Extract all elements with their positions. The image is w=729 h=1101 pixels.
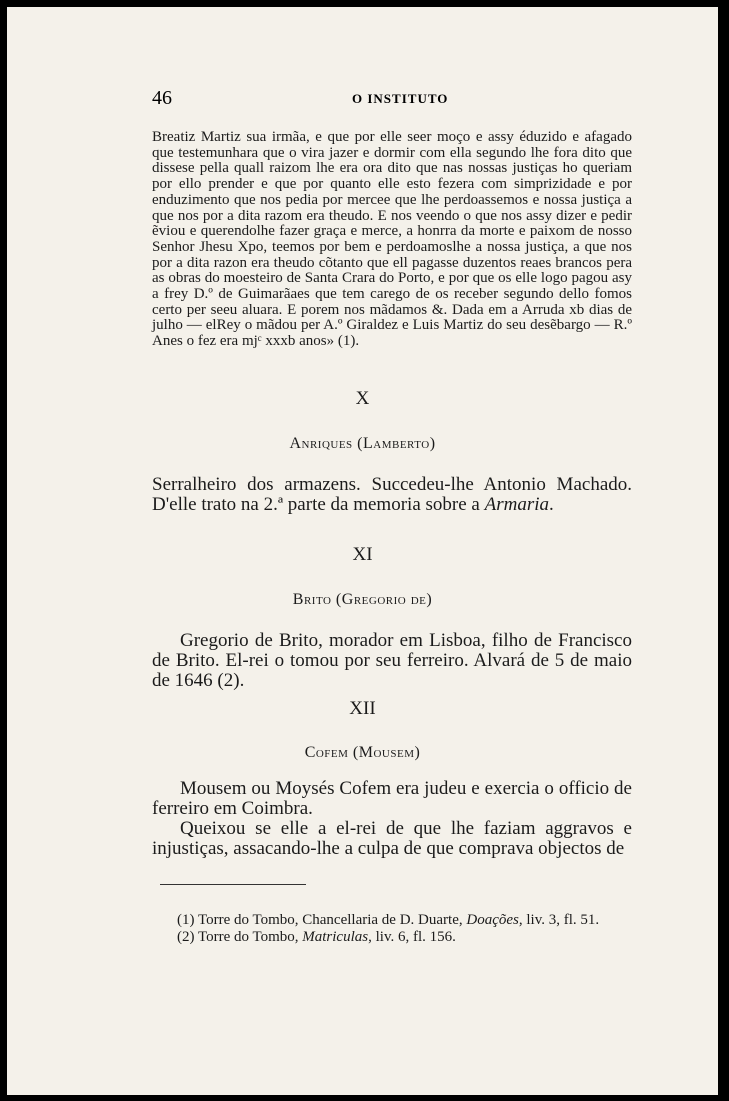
page-header [152, 87, 452, 111]
footnotes [177, 912, 637, 946]
section-numeral-xii: XII [349, 698, 376, 719]
quote-text: Breatiz Martiz sua irmãa, e que por elle seer moço e assy éduzido e afagado que testemunhara que o vira jazer e dormir com ella segundo lhe fora dito que dissese pella quall raizom lhe era ora dito que nas nossas justiças ho queriam por ello prender e que por quanto elle esto fezera com simprizidade e por enduzimento que nos pedia por mercee que lhe perdoassemos e nossa justiça a que nos por a dita razom era theudo. E nos veendo o que nos assy dizer e pedir ẽviou e querendolhe fazer graça e merce, a honrra da morte e paixom de nosso Senhor Jhesu Xpo, teemos por bem e perdoamoslhe a nossa justiça, a que nos por a dita razon era theudo cõtanto que ell pagasse duzentos reaes brancos pera as obras do moesteiro de Santa Crara do Porto, e por que os elle logo pagou asy a frey D.º de Guimarãaes que tem carego de os receber segundo dello fomos certo per seeu aluara. E porem nos mãdamos &. Dada em a Arruda xb dias de julho — elRey o mãdou per A.º Giraldez e Luis Martiz do seu desẽbargo — R.º Anes o fez era mjᶜ xxxb anos» (1). [152, 129, 632, 350]
section-x-body [152, 475, 632, 515]
section-xii-body [152, 779, 632, 859]
book-page [7, 7, 718, 1095]
section-heading-anriques: Anriques (Lamberto) [289, 435, 436, 452]
section-heading-cofem: Cofem (Mousem) [304, 744, 421, 761]
footnote-1: (1) Torre do Tombo, Chancellaria de D. Duarte, Doações, liv. 3, fl. 51. [177, 912, 600, 928]
section-numeral-xi: XI [352, 544, 373, 565]
section-heading-brito: Brito (Gregorio de) [292, 591, 433, 608]
section-x-text: Serralheiro dos armazens. Succedeu-lhe Antonio Machado. D'elle trato na 2.ª parte da memoria sobre a Armaria. [152, 474, 632, 515]
running-title: O INSTITUTO [352, 91, 449, 106]
footnote-divider [160, 884, 306, 885]
page-number: 46 [152, 87, 172, 109]
section-xii-paragraph-2: Queixou se elle a el-rei de que lhe faziam aggravos e injustiças, assacando-lhe a culpa de que comprava objectos de [152, 818, 632, 859]
section-numeral-x: X [355, 388, 370, 409]
armaria-title: Armaria [484, 494, 549, 515]
section-xi-body [152, 631, 632, 691]
section-xi-text: Gregorio de Brito, morador em Lisboa, filho de Francisco de Brito. El-rei o tomou por seu ferreiro. Alvará de 5 de maio de 1646 (2). [152, 630, 632, 691]
section-xii-paragraph-1: Mousem ou Moysés Cofem era judeu e exercia o officio de ferreiro em Coimbra. [152, 778, 632, 819]
footnote-2: (2) Torre do Tombo, Matriculas, liv. 6, fl. 156. [177, 929, 456, 945]
quoted-document-paragraph [152, 130, 632, 350]
